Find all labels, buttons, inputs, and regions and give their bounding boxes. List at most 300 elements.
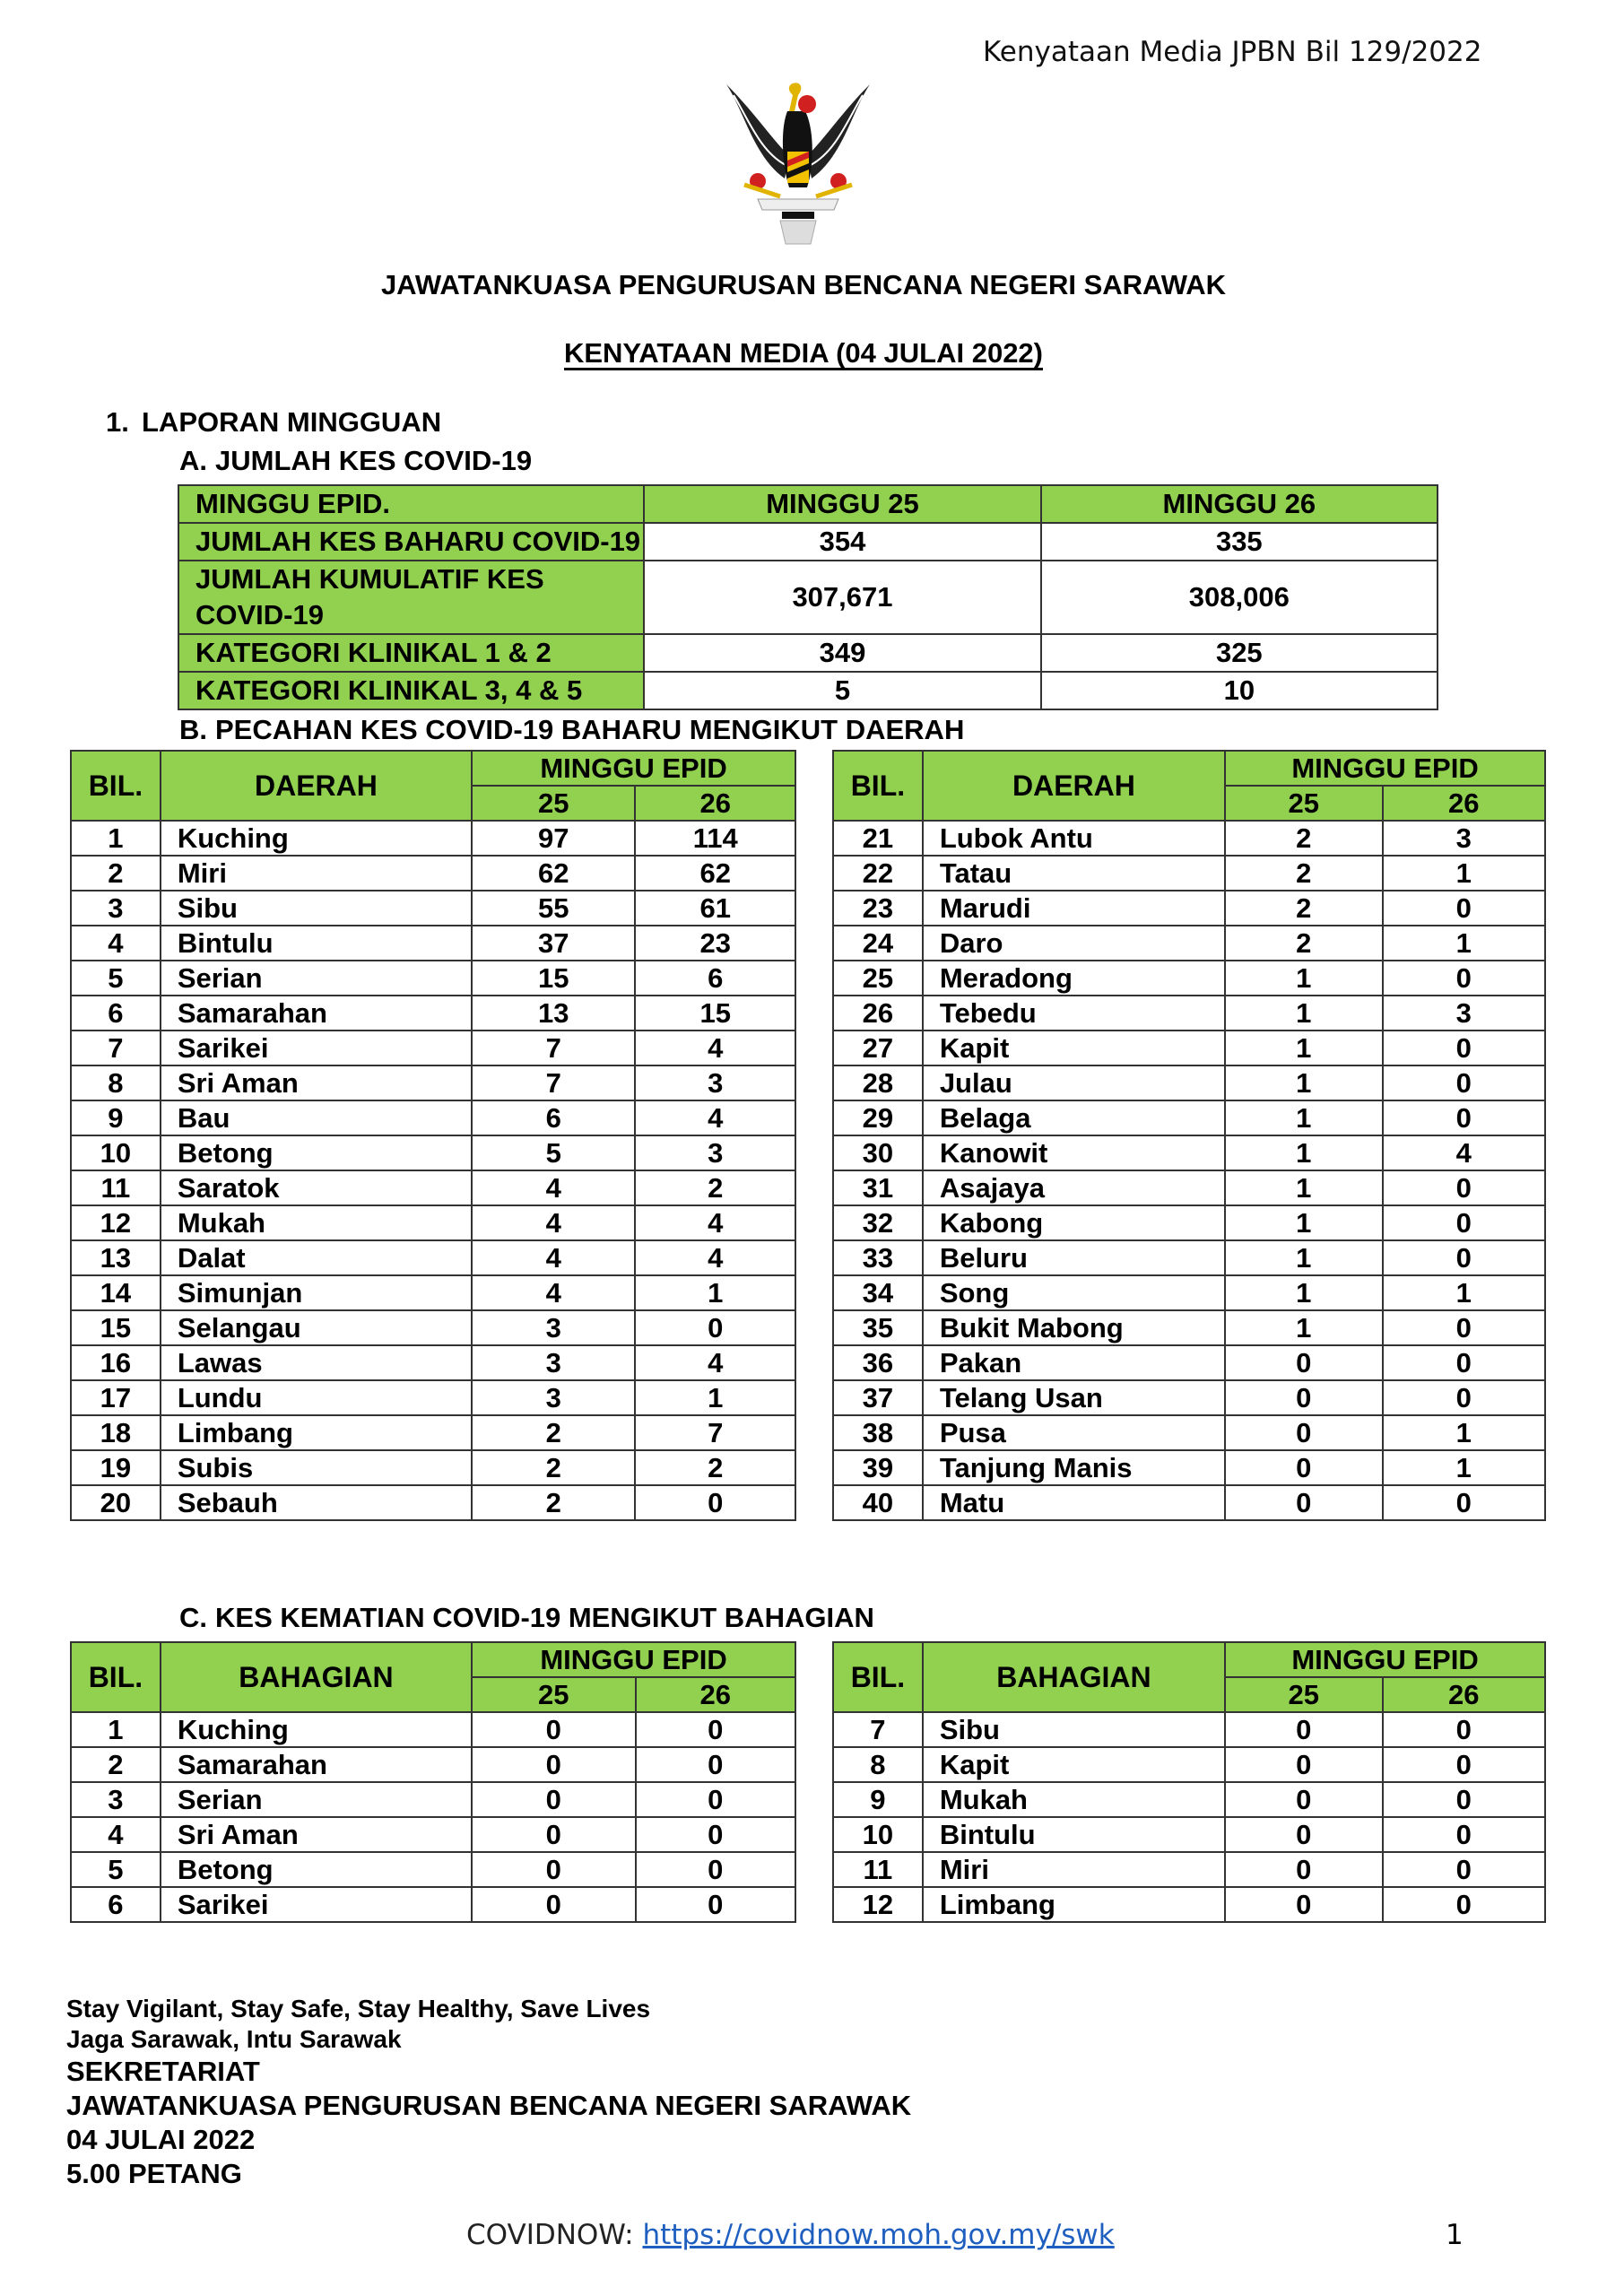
header-daerah: DAERAH: [923, 751, 1225, 821]
row-name: Kuching: [161, 821, 472, 856]
table-row: [71, 1065, 795, 1100]
row-name: Serian: [161, 1782, 472, 1817]
header-week-26: 26: [1383, 1677, 1545, 1712]
week-25-value: 4: [472, 1170, 635, 1205]
table-row: [833, 1712, 1545, 1747]
secretariat-label: SEKRETARIAT: [66, 2056, 260, 2087]
table-row: [71, 1747, 795, 1782]
covidnow-line: [466, 2219, 1115, 2251]
slogan-1: Stay Vigilant, Stay Safe, Stay Healthy, Save Lives: [66, 1995, 651, 2022]
row-number: 1: [71, 821, 161, 856]
row-name: Bukit Mabong: [923, 1310, 1225, 1345]
week-26-value: 0: [635, 1485, 795, 1520]
row-name: Kabong: [923, 1205, 1225, 1240]
row-name: Limbang: [161, 1415, 472, 1450]
row-name: Mukah: [923, 1782, 1225, 1817]
row-name: Telang Usan: [923, 1380, 1225, 1415]
header-epid-week: MINGGU EPID: [472, 1642, 795, 1677]
week-26-value: 308,006: [1041, 561, 1438, 634]
week-25-value: 0: [472, 1747, 635, 1782]
table-row: [833, 891, 1545, 926]
table-row: [71, 1205, 795, 1240]
week-26-value: 0: [1383, 1205, 1545, 1240]
table-row: [71, 1782, 795, 1817]
row-label: KATEGORI KLINIKAL 1 & 2: [178, 634, 644, 672]
row-name: Betong: [161, 1135, 472, 1170]
header-week-26: 26: [1383, 786, 1545, 821]
table-row: [178, 634, 1438, 672]
row-name: Julau: [923, 1065, 1225, 1100]
week-26-value: 0: [1383, 1031, 1545, 1065]
week-25-value: 3: [472, 1345, 635, 1380]
week-25-value: 1: [1225, 1310, 1382, 1345]
week-25-value: 1: [1225, 1100, 1382, 1135]
week-25-value: 13: [472, 996, 635, 1031]
row-name: Kapit: [923, 1747, 1225, 1782]
table-row: [71, 1712, 795, 1747]
table-row: [833, 1380, 1545, 1415]
row-number: 28: [833, 1065, 923, 1100]
week-26-value: 0: [636, 1852, 796, 1887]
week-25-value: 3: [472, 1380, 635, 1415]
footer-block: [66, 1994, 911, 2191]
row-number: 26: [833, 996, 923, 1031]
week-25-value: 7: [472, 1065, 635, 1100]
division-deaths-table-right: [832, 1641, 1546, 1923]
row-name: Tanjung Manis: [923, 1450, 1225, 1485]
week-26-value: 0: [1383, 1712, 1545, 1747]
row-number: 39: [833, 1450, 923, 1485]
row-name: Miri: [161, 856, 472, 891]
row-number: 5: [71, 1852, 161, 1887]
week-26-value: 0: [1383, 1100, 1545, 1135]
week-26-value: 1: [1383, 856, 1545, 891]
table-row: [833, 961, 1545, 996]
week-25-value: 62: [472, 856, 635, 891]
slogan-2: Jaga Sarawak, Intu Sarawak: [66, 2025, 402, 2053]
row-number: 17: [71, 1380, 161, 1415]
week-26-value: 1: [635, 1275, 795, 1310]
week-25-value: 349: [644, 634, 1040, 672]
week-25-value: 4: [472, 1275, 635, 1310]
row-name: Asajaya: [923, 1170, 1225, 1205]
row-number: 9: [71, 1100, 161, 1135]
district-cases-table-right: [832, 750, 1546, 1521]
row-name: Sri Aman: [161, 1817, 472, 1852]
table-row: [71, 1817, 795, 1852]
row-name: Sri Aman: [161, 1065, 472, 1100]
table-row: [71, 1275, 795, 1310]
row-number: 8: [71, 1065, 161, 1100]
week-26-value: 0: [1383, 1240, 1545, 1275]
table-row: [71, 1345, 795, 1380]
row-number: 36: [833, 1345, 923, 1380]
row-name: Dalat: [161, 1240, 472, 1275]
week-25-value: 37: [472, 926, 635, 961]
row-number: 3: [71, 891, 161, 926]
row-name: Samarahan: [161, 1747, 472, 1782]
week-25-value: 2: [1225, 821, 1382, 856]
row-number: 29: [833, 1100, 923, 1135]
week-26-value: 0: [1383, 1380, 1545, 1415]
week-26-value: 0: [635, 1310, 795, 1345]
row-name: Beluru: [923, 1240, 1225, 1275]
row-name: Lawas: [161, 1345, 472, 1380]
table-header-row: [71, 751, 795, 786]
week-26-value: 1: [1383, 1275, 1545, 1310]
week-25-value: 0: [1225, 1852, 1382, 1887]
table-row: [833, 821, 1545, 856]
table-header-row: [833, 1642, 1545, 1677]
week-25-value: 2: [1225, 926, 1382, 961]
table-row: [71, 1170, 795, 1205]
week-26-value: 3: [635, 1135, 795, 1170]
table-row: [71, 926, 795, 961]
header-bahagian: BAHAGIAN: [923, 1642, 1225, 1712]
table-row: [71, 1485, 795, 1520]
row-number: 11: [833, 1852, 923, 1887]
covidnow-label: COVIDNOW:: [466, 2219, 634, 2251]
week-26-value: 0: [636, 1782, 796, 1817]
week-25-value: 0: [1225, 1345, 1382, 1380]
week-26-value: 7: [635, 1415, 795, 1450]
week-25-value: 0: [472, 1817, 635, 1852]
row-number: 10: [833, 1817, 923, 1852]
week-26-value: 4: [635, 1100, 795, 1135]
total-cases-table: [178, 484, 1438, 710]
row-number: 34: [833, 1275, 923, 1310]
week-25-value: 1: [1225, 1275, 1382, 1310]
week-26-value: 1: [1383, 1415, 1545, 1450]
week-25-value: 1: [1225, 961, 1382, 996]
header-week-25: 25: [1225, 1677, 1382, 1712]
week-26-value: 4: [635, 1240, 795, 1275]
week-25-value: 0: [472, 1852, 635, 1887]
week-25-value: 0: [1225, 1415, 1382, 1450]
section-c-letter: C.: [179, 1602, 207, 1633]
header-bil: BIL.: [71, 1642, 161, 1712]
week-25-value: 7: [472, 1031, 635, 1065]
section-b-letter: B.: [179, 714, 207, 745]
week-26-value: 4: [635, 1345, 795, 1380]
week-26-value: 1: [635, 1380, 795, 1415]
week-25-value: 0: [1225, 1485, 1382, 1520]
week-26-value: 3: [1383, 996, 1545, 1031]
footer-time: 5.00 PETANG: [66, 2158, 242, 2189]
week-26-value: 4: [635, 1031, 795, 1065]
row-name: Serian: [161, 961, 472, 996]
section-1-heading: [106, 406, 441, 439]
row-number: 13: [71, 1240, 161, 1275]
header-week-25: MINGGU 25: [644, 485, 1040, 523]
week-26-value: 3: [635, 1065, 795, 1100]
week-25-value: 5: [472, 1135, 635, 1170]
table-row: [71, 996, 795, 1031]
table-row: [71, 1135, 795, 1170]
week-26-value: 0: [1383, 1485, 1545, 1520]
week-25-value: 2: [472, 1450, 635, 1485]
row-number: 18: [71, 1415, 161, 1450]
header-week-25: 25: [472, 1677, 635, 1712]
row-name: Saratok: [161, 1170, 472, 1205]
header-week-26: MINGGU 26: [1041, 485, 1438, 523]
row-name: Lundu: [161, 1380, 472, 1415]
row-name: Sebauh: [161, 1485, 472, 1520]
row-name: Kuching: [161, 1712, 472, 1747]
week-25-value: 0: [472, 1887, 635, 1922]
week-25-value: 2: [1225, 856, 1382, 891]
row-name: Limbang: [923, 1887, 1225, 1922]
week-25-value: 0: [1225, 1712, 1382, 1747]
table-header-row: [833, 751, 1545, 786]
table-row: [71, 1450, 795, 1485]
table-header-row: [178, 485, 1438, 523]
table-row: [833, 1240, 1545, 1275]
row-name: Subis: [161, 1450, 472, 1485]
district-cases-table-left: [70, 750, 796, 1521]
table-row: [71, 1415, 795, 1450]
header-bil: BIL.: [833, 1642, 923, 1712]
week-26-value: 0: [1383, 1817, 1545, 1852]
row-label: JUMLAH KUMULATIF KES COVID-19: [178, 561, 644, 634]
footer-date: 04 JULAI 2022: [66, 2124, 256, 2155]
row-number: 19: [71, 1450, 161, 1485]
week-25-value: 0: [1225, 1887, 1382, 1922]
week-26-value: 0: [1383, 961, 1545, 996]
row-name: Meradong: [923, 961, 1225, 996]
row-number: 21: [833, 821, 923, 856]
document-subtitle: [0, 337, 1607, 370]
table-row: [71, 891, 795, 926]
table-row: [71, 961, 795, 996]
row-name: Sarikei: [161, 1887, 472, 1922]
week-25-value: 3: [472, 1310, 635, 1345]
table-row: [833, 1205, 1545, 1240]
section-b-heading: [179, 714, 964, 746]
week-26-value: 2: [635, 1170, 795, 1205]
committee-name: JAWATANKUASA PENGURUSAN BENCANA NEGERI SARAWAK: [66, 2090, 912, 2121]
row-name: Samarahan: [161, 996, 472, 1031]
table-row: [833, 1747, 1545, 1782]
section-a-label: JUMLAH KES COVID-19: [215, 445, 533, 476]
row-name: Belaga: [923, 1100, 1225, 1135]
row-name: Daro: [923, 926, 1225, 961]
subtitle-text: KENYATAAN MEDIA (04 JULAI 2022): [563, 337, 1043, 369]
row-number: 22: [833, 856, 923, 891]
row-number: 30: [833, 1135, 923, 1170]
row-name: Bau: [161, 1100, 472, 1135]
week-26-value: 2: [635, 1450, 795, 1485]
week-25-value: 354: [644, 523, 1040, 561]
week-25-value: 0: [1225, 1782, 1382, 1817]
row-number: 6: [71, 996, 161, 1031]
week-26-value: 15: [635, 996, 795, 1031]
section-1-label: LAPORAN MINGGUAN: [142, 406, 442, 438]
row-name: Betong: [161, 1852, 472, 1887]
section-a-heading: [179, 445, 532, 477]
table-row: [71, 1887, 795, 1922]
row-number: 2: [71, 1747, 161, 1782]
table-row: [71, 1100, 795, 1135]
week-25-value: 0: [1225, 1817, 1382, 1852]
week-26-value: 0: [1383, 1170, 1545, 1205]
table-row: [833, 1450, 1545, 1485]
row-name: Pakan: [923, 1345, 1225, 1380]
row-name: Pusa: [923, 1415, 1225, 1450]
sarawak-emblem-icon: [708, 75, 888, 246]
row-name: Lubok Antu: [923, 821, 1225, 856]
week-26-value: 0: [1383, 1887, 1545, 1922]
row-number: 27: [833, 1031, 923, 1065]
week-26-value: 0: [1383, 1065, 1545, 1100]
row-number: 7: [71, 1031, 161, 1065]
row-name: Kanowit: [923, 1135, 1225, 1170]
table-row: [178, 672, 1438, 709]
week-26-value: 0: [1383, 1345, 1545, 1380]
row-number: 15: [71, 1310, 161, 1345]
row-number: 14: [71, 1275, 161, 1310]
week-25-value: 0: [1225, 1450, 1382, 1485]
week-25-value: 97: [472, 821, 635, 856]
week-26-value: 0: [1383, 891, 1545, 926]
week-25-value: 0: [1225, 1747, 1382, 1782]
table-row: [833, 1031, 1545, 1065]
row-number: 4: [71, 1817, 161, 1852]
row-number: 1: [71, 1712, 161, 1747]
header-epid-week: MINGGU EPID: [1225, 1642, 1545, 1677]
week-26-value: 0: [1383, 1747, 1545, 1782]
row-number: 9: [833, 1782, 923, 1817]
row-number: 33: [833, 1240, 923, 1275]
table-header-row: [71, 1642, 795, 1677]
week-26-value: 114: [635, 821, 795, 856]
week-25-value: 0: [472, 1712, 635, 1747]
table-row: [71, 1240, 795, 1275]
row-name: Tebedu: [923, 996, 1225, 1031]
week-26-value: 0: [636, 1817, 796, 1852]
week-25-value: 1: [1225, 1031, 1382, 1065]
week-25-value: 0: [1225, 1380, 1382, 1415]
week-26-value: 4: [1383, 1135, 1545, 1170]
row-name: Selangau: [161, 1310, 472, 1345]
week-25-value: 4: [472, 1240, 635, 1275]
week-26-value: 1: [1383, 926, 1545, 961]
row-number: 12: [833, 1887, 923, 1922]
week-26-value: 0: [1383, 1782, 1545, 1817]
row-name: Sibu: [923, 1712, 1225, 1747]
row-number: 40: [833, 1485, 923, 1520]
row-name: Marudi: [923, 891, 1225, 926]
week-26-value: 6: [635, 961, 795, 996]
section-c-label: KES KEMATIAN COVID-19 MENGIKUT BAHAGIAN: [215, 1602, 874, 1633]
row-label: JUMLAH KES BAHARU COVID-19: [178, 523, 644, 561]
row-name: Tatau: [923, 856, 1225, 891]
row-number: 6: [71, 1887, 161, 1922]
week-26-value: 325: [1041, 634, 1438, 672]
row-number: 3: [71, 1782, 161, 1817]
row-number: 37: [833, 1380, 923, 1415]
document-title: JAWATANKUASA PENGURUSAN BENCANA NEGERI SARAWAK: [380, 269, 1227, 300]
table-row: [833, 1817, 1545, 1852]
header-bahagian: BAHAGIAN: [161, 1642, 472, 1712]
table-row: [71, 856, 795, 891]
week-26-value: 0: [636, 1712, 796, 1747]
row-number: 24: [833, 926, 923, 961]
table-row: [833, 856, 1545, 891]
header-week-25: 25: [472, 786, 635, 821]
header-bil: BIL.: [71, 751, 161, 821]
section-b-label: PECAHAN KES COVID-19 BAHARU MENGIKUT DAERAH: [215, 714, 965, 745]
row-name: Matu: [923, 1485, 1225, 1520]
header-daerah: DAERAH: [161, 751, 472, 821]
week-26-value: 0: [1383, 1852, 1545, 1887]
week-25-value: 1: [1225, 1135, 1382, 1170]
week-26-value: 10: [1041, 672, 1438, 709]
table-row: [833, 1170, 1545, 1205]
week-26-value: 3: [1383, 821, 1545, 856]
week-25-value: 2: [472, 1415, 635, 1450]
row-number: 25: [833, 961, 923, 996]
week-26-value: 0: [636, 1747, 796, 1782]
row-name: Mukah: [161, 1205, 472, 1240]
row-number: 12: [71, 1205, 161, 1240]
table-row: [71, 1031, 795, 1065]
week-25-value: 15: [472, 961, 635, 996]
row-number: 20: [71, 1485, 161, 1520]
header-week-25: 25: [1225, 786, 1382, 821]
table-row: [178, 561, 1438, 634]
week-25-value: 307,671: [644, 561, 1040, 634]
table-row: [71, 1852, 795, 1887]
week-26-value: 335: [1041, 523, 1438, 561]
row-number: 32: [833, 1205, 923, 1240]
row-name: Miri: [923, 1852, 1225, 1887]
week-26-value: 1: [1383, 1450, 1545, 1485]
week-25-value: 1: [1225, 1205, 1382, 1240]
week-26-value: 23: [635, 926, 795, 961]
section-c-heading: [179, 1602, 874, 1634]
week-25-value: 2: [472, 1485, 635, 1520]
table-row: [833, 1275, 1545, 1310]
media-statement-reference: Kenyataan Media JPBN Bil 129/2022: [983, 36, 1482, 68]
row-number: 16: [71, 1345, 161, 1380]
row-number: 10: [71, 1135, 161, 1170]
header-epid-week: MINGGU EPID: [1225, 751, 1545, 786]
table-row: [833, 1065, 1545, 1100]
covidnow-link[interactable]: https://covidnow.moh.gov.my/swk: [642, 2219, 1115, 2251]
week-25-value: 1: [1225, 1065, 1382, 1100]
week-25-value: 2: [1225, 891, 1382, 926]
header-week-26: 26: [635, 786, 795, 821]
table-row: [833, 1310, 1545, 1345]
week-26-value: 4: [635, 1205, 795, 1240]
week-26-value: 0: [636, 1887, 796, 1922]
week-25-value: 0: [472, 1782, 635, 1817]
week-25-value: 4: [472, 1205, 635, 1240]
week-25-value: 1: [1225, 1170, 1382, 1205]
row-number: 23: [833, 891, 923, 926]
table-row: [833, 1852, 1545, 1887]
table-row: [833, 1135, 1545, 1170]
page-number: 1: [1446, 2219, 1464, 2251]
table-row: [833, 1485, 1545, 1520]
row-number: 7: [833, 1712, 923, 1747]
row-name: Song: [923, 1275, 1225, 1310]
row-number: 35: [833, 1310, 923, 1345]
row-number: 5: [71, 961, 161, 996]
row-name: Simunjan: [161, 1275, 472, 1310]
table-row: [71, 1310, 795, 1345]
